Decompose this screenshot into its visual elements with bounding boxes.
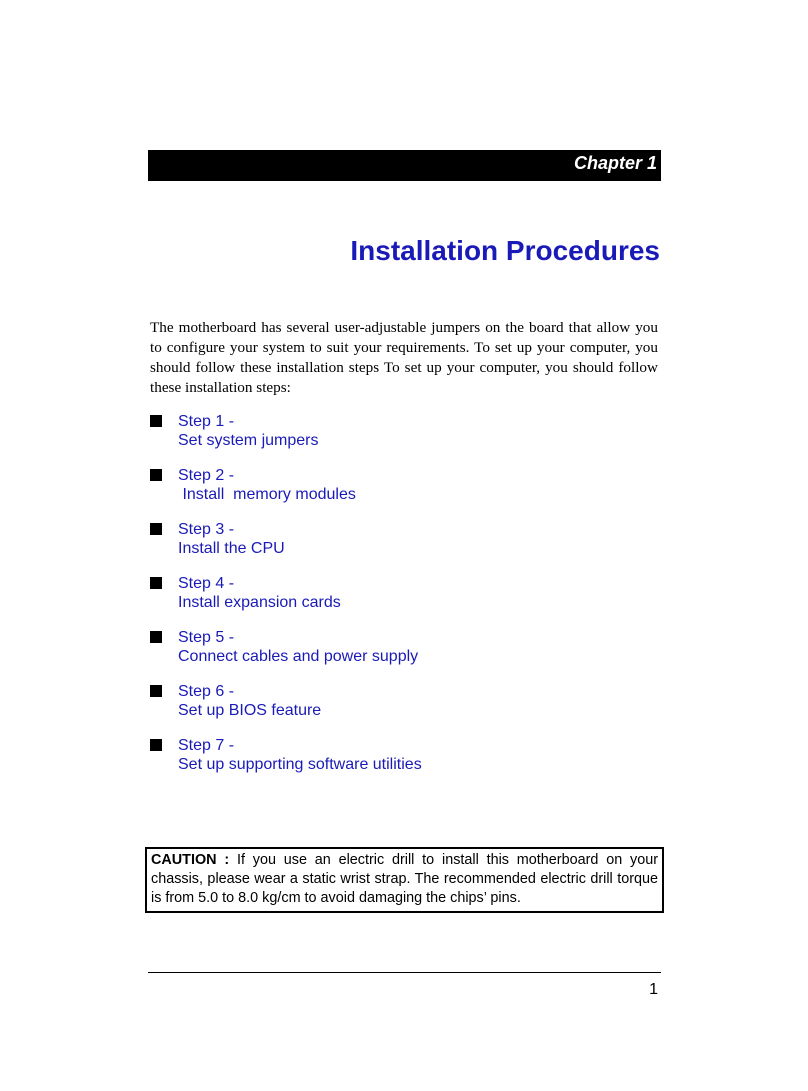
step-number: Step 4 - <box>178 575 235 592</box>
step-number: Step 5 - <box>178 629 235 646</box>
step-description: Install the CPU <box>178 540 285 557</box>
square-bullet-icon <box>150 523 162 535</box>
step-item <box>150 412 650 466</box>
intro-paragraph: The motherboard has several user-adjustable jumpers on the board that allow you to configure your system to suit your requirements. To set up your computer, you should follow these installation steps To set up your computer, you should follow these installation steps: <box>150 319 658 396</box>
step-number: Step 7 - <box>178 737 235 754</box>
step-number: Step 6 - <box>178 683 235 700</box>
step-item <box>150 520 650 574</box>
square-bullet-icon <box>150 469 162 481</box>
installation-steps-list <box>150 412 650 790</box>
square-bullet-icon <box>150 685 162 697</box>
step-description: Install memory modules <box>178 486 356 503</box>
square-bullet-icon <box>150 577 162 589</box>
step-description: Set system jumpers <box>178 432 319 449</box>
step-description: Set up supporting software utilities <box>178 756 422 773</box>
square-bullet-icon <box>150 631 162 643</box>
step-item <box>150 466 650 520</box>
chapter-header-bar <box>148 150 661 181</box>
step-description: Set up BIOS feature <box>178 702 322 719</box>
step-item <box>150 736 650 790</box>
step-number: Step 3 - <box>178 521 235 538</box>
caution-text: If you use an electric drill to install this motherboard on your chassis, please wear a static wrist strap. The recommended electric drill torque is from 5.0 to 8.0 kg/cm to avoid damaging the chips’ pins. <box>151 852 658 906</box>
step-number: Step 1 - <box>178 413 235 430</box>
step-number: Step 2 - <box>178 467 235 484</box>
step-item <box>150 682 650 736</box>
footer-divider <box>148 972 661 973</box>
page-title: Installation Procedures <box>350 235 660 266</box>
step-description: Connect cables and power supply <box>178 648 419 665</box>
chapter-label: Chapter 1 <box>573 153 657 173</box>
page-number: 1 <box>649 981 658 998</box>
step-description: Install expansion cards <box>178 594 341 611</box>
step-item <box>150 574 650 628</box>
caution-label: CAUTION : <box>151 852 230 868</box>
caution-box <box>145 847 664 913</box>
step-item <box>150 628 650 682</box>
square-bullet-icon <box>150 739 162 751</box>
square-bullet-icon <box>150 415 162 427</box>
